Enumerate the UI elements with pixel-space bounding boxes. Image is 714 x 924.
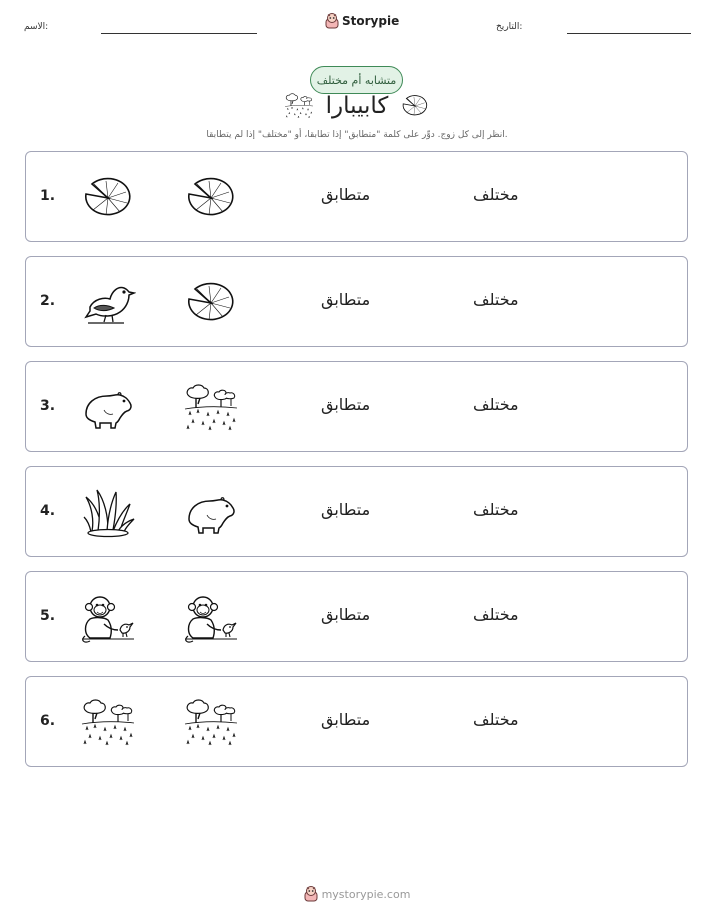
capybara-icon [183, 487, 239, 539]
lily-pad-icon [183, 277, 239, 329]
name-line[interactable] [101, 33, 257, 34]
instructions: انظر إلى كل زوج. دوِّر على كلمة "متطابق" إذا تطابقا، أو "مختلف" إذا لم يتطابقا. [206, 130, 508, 140]
grassland-title-icon [284, 92, 314, 120]
different-option[interactable]: مختلف [473, 185, 519, 204]
monkey-with-bird-icon [183, 592, 239, 644]
question-number: 4. [40, 503, 56, 519]
different-option[interactable]: مختلف [473, 500, 519, 519]
lily-pad-icon [80, 172, 136, 224]
question-row-3 [25, 361, 688, 452]
same-option[interactable]: متطابق [321, 395, 371, 414]
date-label: التاريخ: [496, 22, 523, 32]
different-option[interactable]: مختلف [473, 290, 519, 309]
same-option[interactable]: متطابق [321, 605, 371, 624]
date-line[interactable] [567, 33, 691, 34]
monkey-with-bird-icon [80, 592, 136, 644]
question-row-5 [25, 571, 688, 662]
same-option[interactable]: متطابق [321, 710, 371, 729]
grassland-trees-icon [80, 697, 136, 749]
lily-pad-title-icon [400, 92, 430, 120]
question-number: 3. [40, 398, 56, 414]
footer [0, 886, 714, 902]
different-option[interactable]: مختلف [473, 395, 519, 414]
page-title: كابيبارا [325, 93, 389, 119]
bird-icon [80, 277, 136, 329]
same-option[interactable]: متطابق [321, 500, 371, 519]
brand-name: Storypie [342, 14, 400, 28]
capybara-icon [80, 382, 136, 434]
question-row-1 [25, 151, 688, 242]
worksheet-type-badge: متشابه أم مختلف [310, 66, 403, 94]
same-option[interactable]: متطابق [321, 185, 371, 204]
question-number: 1. [40, 188, 56, 204]
question-number: 6. [40, 713, 56, 729]
name-label: الاسم: [24, 22, 49, 32]
grass-tuft-icon [80, 487, 136, 539]
different-option[interactable]: مختلف [473, 605, 519, 624]
grassland-trees-icon [183, 382, 239, 434]
brand-logo [325, 13, 399, 29]
question-number: 2. [40, 293, 56, 309]
question-row-6 [25, 676, 688, 767]
footer-url[interactable]: mystorypie.com [321, 887, 411, 901]
grassland-trees-icon [183, 697, 239, 749]
question-number: 5. [40, 608, 56, 624]
different-option[interactable]: مختلف [473, 710, 519, 729]
question-row-4 [25, 466, 688, 557]
question-row-2 [25, 256, 688, 347]
storypie-mascot-icon [304, 886, 318, 902]
lily-pad-icon [183, 172, 239, 224]
storypie-mascot-icon [325, 13, 339, 29]
same-option[interactable]: متطابق [321, 290, 371, 309]
title-row [0, 92, 714, 120]
